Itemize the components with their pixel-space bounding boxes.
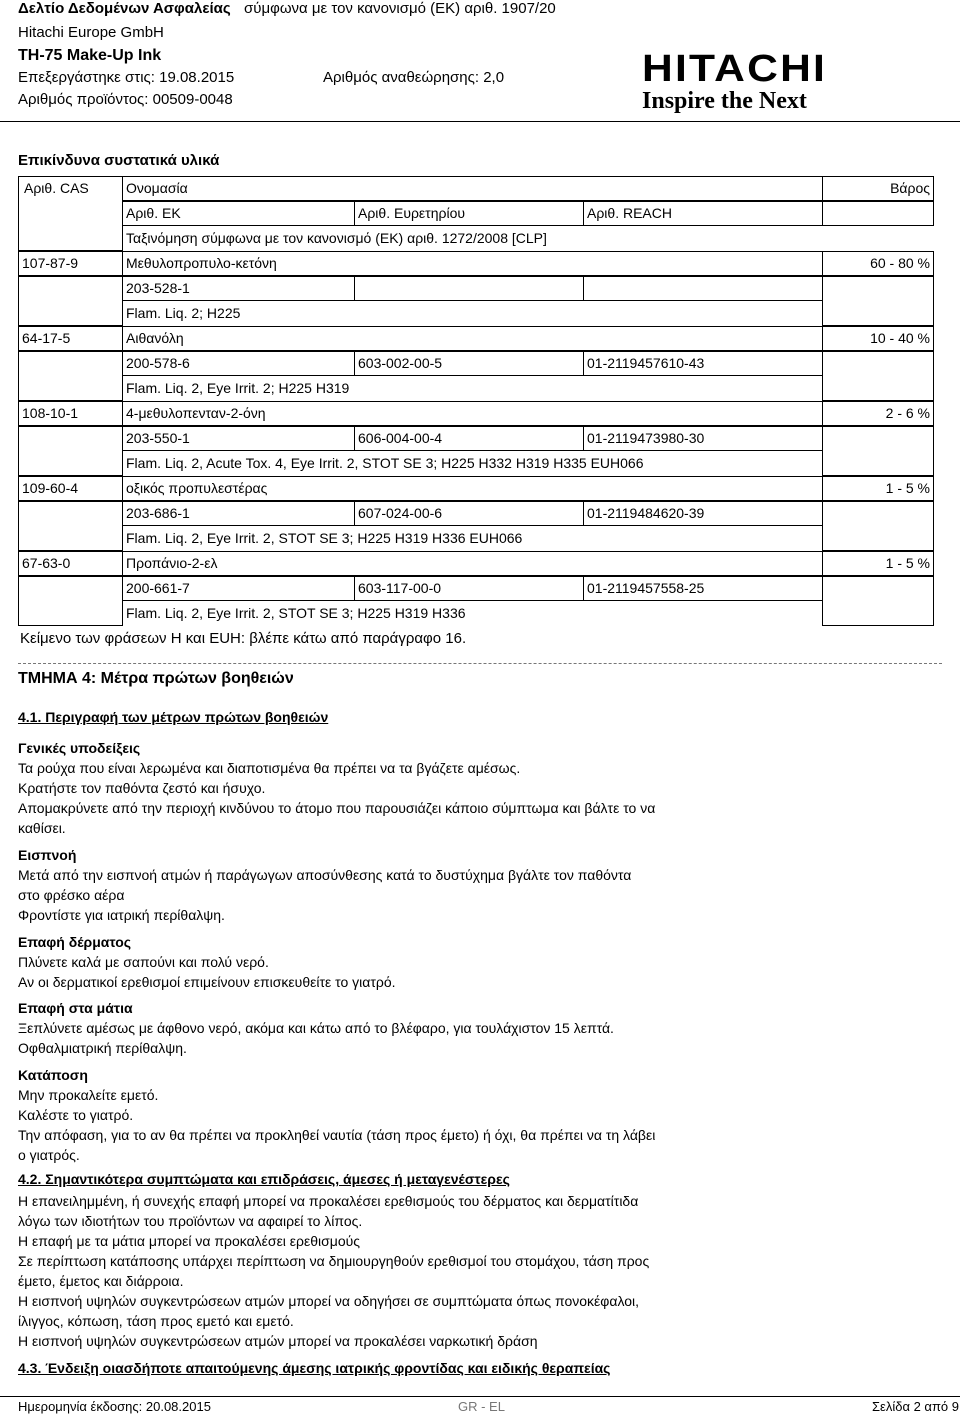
weight-percent: 2 - 6 %	[885, 405, 930, 421]
symptom-line: ίλιγγος, κόπωση, τάση προς εμετό και εμετό.	[18, 1313, 294, 1329]
subsection-4-3-title: 4.3. Ένδειξη οιασδήποτε απαιτούμενης άμεσης ιατρικής φροντίδας και ειδικής θεραπείας	[18, 1360, 611, 1376]
row-name-cell	[122, 326, 823, 351]
row-indent-cell	[18, 501, 123, 551]
weight-percent: 1 - 5 %	[885, 480, 930, 496]
row-indent-cell	[18, 576, 123, 626]
general-advice-line: Τα ρούχα που είναι λερωμένα και διαποτισμένα θα πρέπει να τα βγάζετε αμέσως.	[18, 760, 521, 776]
hitachi-logo	[642, 50, 847, 114]
eye-contact-heading: Επαφή στα μάτια	[18, 1000, 133, 1016]
substance-name: 4-μεθυλοπενταν-2-όνη	[126, 405, 266, 421]
row-blank-cell	[822, 351, 934, 401]
general-advice-line: Κρατήστε τον παθόντα ζεστό και ήσυχο.	[18, 780, 266, 796]
row-name-cell	[122, 551, 823, 576]
revision-number: Αριθμός αναθεώρησης: 2,0	[323, 69, 505, 86]
ec-number: 203-686-1	[126, 505, 190, 521]
header-blank-cell	[822, 201, 934, 226]
cas-number: 108-10-1	[22, 405, 79, 421]
inhalation-line: Φροντίστε για ιατρική περίθαλψη.	[18, 907, 225, 923]
eye-contact-line: Οφθαλμιατρική περίθαλψη.	[18, 1040, 187, 1056]
ingestion-line: ο γιατρός.	[18, 1147, 80, 1163]
general-advice-line: καθίσει.	[18, 820, 66, 836]
skin-contact-line: Πλύνετε καλά με σαπούνι και πολύ νερό.	[18, 954, 269, 970]
general-advice-line: Απομακρύνετε από την περιοχή κινδύνου το άτομο που παρουσιάζει κάποιο σύμπτωμα και βάλτε το να	[18, 800, 656, 816]
substance-name: Αιθανόλη	[126, 330, 184, 346]
ingestion-block	[18, 1065, 748, 1165]
eye-contact-block	[18, 998, 748, 1058]
inhalation-block	[18, 845, 748, 925]
general-advice-block	[18, 738, 748, 838]
skin-contact-block	[18, 932, 748, 992]
company-name: Hitachi Europe GmbH	[18, 24, 164, 41]
index-number: 607-024-00-6	[358, 505, 443, 521]
language-code: GR - EL	[458, 1399, 505, 1414]
document-title: Δελτίο Δεδομένων Ασφαλείας	[18, 0, 231, 17]
header-name-cell	[122, 176, 823, 201]
cas-number: 109-60-4	[22, 480, 79, 496]
weight-percent: 10 - 40 %	[870, 330, 930, 346]
row-blank-cell	[822, 426, 934, 476]
clp-classification: Flam. Liq. 2; H225	[126, 305, 241, 321]
section-divider	[18, 663, 942, 664]
header-clp: Ταξινόμηση σύμφωνα με τον κανονισμό (ΕΚ) αριθ. 1272/2008 [CLP]	[126, 230, 547, 246]
cas-number: 107-87-9	[22, 255, 79, 271]
ingestion-line: Την απόφαση, για το αν θα πρέπει να προκληθεί ναυτία (τάση προς έμετο) ή όχι, θα πρέπει να τη λάβει	[18, 1127, 656, 1143]
header-index: Αριθ. Ευρετηρίου	[358, 205, 466, 221]
section4-title: ΤΜΗΜΑ 4: Μέτρα πρώτων βοηθειών	[18, 670, 294, 687]
skin-contact-line: Αν οι δερματικοί ερεθισμοί επιμείνουν επισκευθείτε το γιατρό.	[18, 974, 396, 990]
reach-number: 01-2119484620-39	[587, 505, 705, 521]
clp-classification: Flam. Liq. 2, Eye Irrit. 2, STOT SE 3; H225 H319 H336	[126, 605, 466, 621]
inhalation-heading: Εισπνοή	[18, 847, 77, 863]
ec-number: 200-578-6	[126, 355, 190, 371]
product-name: TH-75 Make-Up Ink	[18, 47, 162, 64]
row-blank-cell	[822, 576, 934, 626]
row-index-cell	[354, 276, 584, 301]
substance-name: οξικός προπυλεστέρας	[126, 480, 268, 496]
clp-classification: Flam. Liq. 2, Eye Irrit. 2, STOT SE 3; H225 H319 H336 EUH066	[126, 530, 523, 546]
symptom-line: Η εισπνοή υψηλών συγκεντρώσεων ατμών μπορεί να προκαλέσει ναρκωτική δράση	[18, 1333, 538, 1349]
clp-classification: Flam. Liq. 2, Eye Irrit. 2; H225 H319	[126, 380, 350, 396]
processed-date: Επεξεργάστηκε στις: 19.08.2015	[18, 69, 235, 86]
hazardous-components-title: Επικίνδυνα συστατικά υλικά	[18, 152, 220, 169]
row-indent-cell	[18, 276, 123, 326]
symptom-line: Σε περίπτωση κατάποσης υπάρχει περίπτωση να δημιουργηθούν ερεθισμοί του στομάχου, τάση προς	[18, 1253, 650, 1269]
header-cas: Αριθ. CAS	[24, 180, 89, 196]
h-phrase-note: Κείμενο των φράσεων H και EUH: βλέπε κάτω από παράγραφο 16.	[20, 630, 467, 647]
ingestion-line: Καλέστε το γιατρό.	[18, 1107, 134, 1123]
symptoms-block	[18, 1191, 748, 1351]
substance-name: Προπάνιο-2-ελ	[126, 555, 218, 571]
product-number: Αριθμός προϊόντος: 00509-0048	[18, 91, 233, 108]
ec-number: 203-528-1	[126, 280, 190, 296]
symptom-line: Η εισπνοή υψηλών συγκεντρώσεων ατμών μπορεί να οδηγήσει σε συμπτώματα όπως πονοκέφαλοι,	[18, 1293, 640, 1309]
symptom-line: έμετο, έμετος και διάρροια.	[18, 1273, 184, 1289]
issue-date: Ημερομηνία έκδοσης: 20.08.2015	[18, 1399, 211, 1414]
page-number: Σελίδα 2 από 9	[872, 1399, 959, 1414]
logo-tagline: Inspire the Next	[642, 88, 807, 114]
ingestion-line: Μην προκαλείτε εμετό.	[18, 1087, 159, 1103]
row-indent-cell	[18, 426, 123, 476]
symptom-line: Η επανειλημμένη, ή συνεχής επαφή μπορεί να προκαλέσει ερεθισμούς του δέρματος και δερματίτιδα	[18, 1193, 639, 1209]
row-indent-cell	[18, 351, 123, 401]
header-reach: Αριθ. REACH	[587, 205, 672, 221]
header-weight: Βάρος	[890, 180, 930, 196]
ec-number: 203-550-1	[126, 430, 190, 446]
inhalation-line: στο φρέσκο αέρα	[18, 887, 125, 903]
clp-classification: Flam. Liq. 2, Acute Tox. 4, Eye Irrit. 2, STOT SE 3; H225 H332 H319 H335 EUH066	[126, 455, 644, 471]
reach-number: 01-2119457610-43	[587, 355, 705, 371]
weight-percent: 60 - 80 %	[870, 255, 930, 271]
cas-number: 67-63-0	[22, 555, 71, 571]
index-number: 603-002-00-5	[358, 355, 443, 371]
subsection-4-1-title: 4.1. Περιγραφή των μέτρων πρώτων βοηθειών	[18, 709, 329, 725]
header-divider	[0, 121, 960, 122]
symptom-line: λόγω των ιδιοτήτων του προϊόντων να αφαιρεί το λίπος.	[18, 1213, 363, 1229]
header-name: Ονομασία	[126, 180, 188, 196]
row-blank-cell	[822, 501, 934, 551]
reach-number: 01-2119457558-25	[587, 580, 705, 596]
substance-name: Μεθυλοπροπυλο-κετόνη	[126, 255, 277, 271]
inhalation-line: Μετά από την εισπνοή ατμών ή παράγωγων αποσύνθεσης κατά το δυστύχημα βγάλτε τον παθόντα	[18, 867, 632, 883]
ingestion-heading: Κατάποση	[18, 1067, 88, 1083]
eye-contact-line: Ξεπλύνετε αμέσως με άφθονο νερό, ακόμα και κάτω από το βλέφαρο, για τουλάχιστον 15 λεπτά.	[18, 1020, 614, 1036]
index-number: 606-004-00-4	[358, 430, 443, 446]
reach-number: 01-2119473980-30	[587, 430, 705, 446]
skin-contact-heading: Επαφή δέρματος	[18, 934, 132, 950]
index-number: 603-117-00-0	[358, 580, 442, 596]
logo-wordmark: HITACHI	[642, 48, 828, 90]
symptom-line: Η επαφή με τα μάτια μπορεί να προκαλέσει ερεθισμούς	[18, 1233, 361, 1249]
footer-divider	[0, 1396, 960, 1397]
weight-percent: 1 - 5 %	[885, 555, 930, 571]
ec-number: 200-661-7	[126, 580, 190, 596]
row-reach-cell	[583, 276, 823, 301]
cas-number: 64-17-5	[22, 330, 71, 346]
subsection-4-2-title: 4.2. Σημαντικότερα συμπτώματα και επιδράσεις, άμεσες ή μεταγενέστερες	[18, 1171, 510, 1187]
general-advice-heading: Γενικές υποδείξεις	[18, 740, 141, 756]
header-ec: Αριθ. ΕΚ	[126, 205, 181, 221]
regulation-text: σύμφωνα με τον κανονισμό (ΕΚ) αριθ. 1907/20	[244, 0, 556, 17]
row-blank-cell	[822, 276, 934, 326]
